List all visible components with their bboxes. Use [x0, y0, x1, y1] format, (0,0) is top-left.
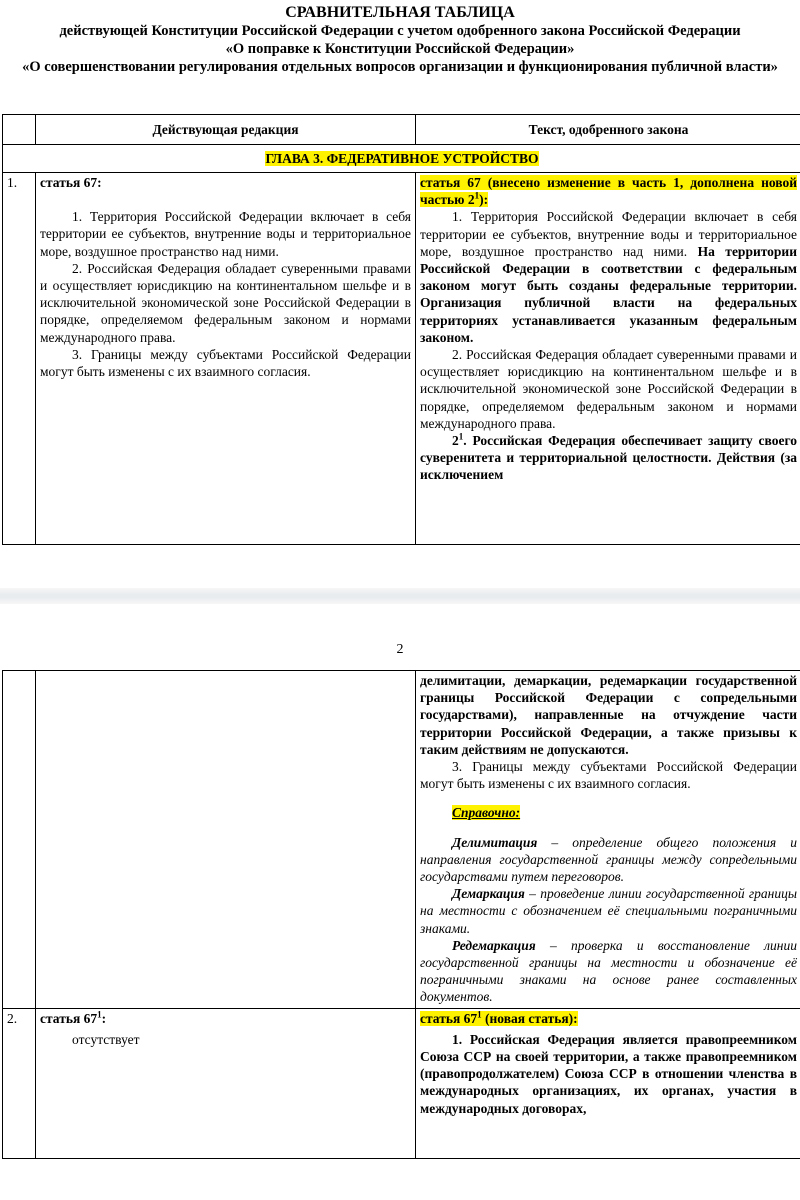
page-number: 2 [396, 642, 404, 657]
header-new-text: Текст, одобренного закона [416, 115, 800, 145]
new-text-cell [416, 1008, 800, 1158]
current-edition-cell [36, 1008, 416, 1158]
current-edition-cell [36, 173, 416, 545]
reference-redemarcation: Редемаркация – проверка и восстановление линии государственной границы на местности и обозначение её пограничными знаками на основе ранее составленных документов. [420, 937, 797, 1005]
document-title [0, 0, 800, 76]
article-heading-new: статья 67 (внесено изменение в часть 1, дополнена новой частью $2^1$): [420, 175, 797, 208]
reference-label: Справочно: [452, 805, 521, 821]
article-part-2: 2. Российская Федерация обладает суверенными правами и осуществляет юрисдикцию на континентальном шельфе и в исключительной экономической зоне Российской Федерации в порядке, определяемом федеральным законом и нормами международного права. [40, 260, 411, 345]
article-part-1-new: 1. Территория Российской Федерации включает в себя территории ее субъектов, внутренние воды и территориальное море, воздушное пространство над ними. На территории Российской Федерации в соответствии с федеральным законом могут быть созданы федеральные территории. Организация публичной власти на федеральных территориях устанавливается указанным федеральным законом. [420, 209, 797, 345]
table-row [3, 671, 800, 1009]
chapter-row [3, 145, 800, 173]
row-number-empty [3, 671, 36, 1009]
title-line-4: «О совершенствовании регулирования отдельных вопросов организации и функционирования публичной власти» [22, 59, 778, 75]
article-part-2-new: 2. Российская Федерация обладает суверенными правами и осуществляет юрисдикцию на континентальном шельфе и в исключительной экономической зоне Российской Федерации в порядке, определяемом федеральным законом и нормами международного права. [420, 347, 797, 431]
current-edition-cell-empty [36, 671, 416, 1009]
article-heading-new: статья $67^1$ (новая статья): [420, 1009, 578, 1026]
article-heading: статья $67^1$: [40, 1009, 107, 1026]
title-line-1: СРАВНИТЕЛЬНАЯ ТАБЛИЦА [285, 4, 515, 21]
article-part-1: 1. Территория Российской Федерации включает в себя территории ее субъектов, внутренние воды и территориальное море, воздушное пространство над ними. [40, 209, 411, 259]
comparison-table-page-1 [2, 114, 800, 545]
amendment-text: На территории Российской Федерации в соответствии с федеральным законом могут быть созданы федеральные территории. Организация публичной власти на федеральных территориях устанавливается указанным федеральным законом. [420, 243, 797, 345]
new-article-part-1: 1. Российская Федерация является правопреемником Союза ССР на своей территории, а также правопреемником (правопродолжателем) Союза ССР в отношении членства в международных организациях, их органах, участия в международных договорах, [420, 1031, 797, 1116]
comparison-table-page-2 [2, 670, 800, 1159]
article-heading: статья 67: [40, 175, 102, 190]
header-num-cell [3, 115, 36, 145]
title-line-3: «О поправке к Конституции Российской Федерации» [225, 41, 575, 57]
article-part-3: 3. Границы между субъектами Российской Федерации могут быть изменены с их взаимного согласия. [40, 346, 411, 380]
article-part-2-1-continued: делимитации, демаркации, редемаркации государственной границы Российской Федерации с сопредельными государствами), направленные на отчуждение части территории Российской Федерации, а также призывы к таким действиям не допускаются. [420, 673, 797, 757]
new-text-cell [416, 173, 800, 545]
page-separator [0, 588, 800, 604]
title-line-2: действующей Конституции Российской Федерации с учетом одобренного закона Российской Федерации [59, 23, 741, 39]
table-row [3, 173, 800, 545]
chapter-cell [3, 145, 800, 173]
table-row [3, 1008, 800, 1158]
reference-heading [420, 804, 797, 821]
document-page-2 [0, 604, 800, 1200]
row-number: 1. [3, 173, 36, 545]
document-page-1 [0, 0, 800, 588]
table-header-row [3, 115, 800, 145]
chapter-title: ГЛАВА 3. ФЕДЕРАТИВНОЕ УСТРОЙСТВО [265, 151, 539, 167]
absent-text: отсутствует [72, 1031, 140, 1047]
row-number: 2. [3, 1008, 36, 1158]
new-text-cell-continued [416, 671, 800, 1009]
reference-delimitation: Делимитация – определение общего положения и направления государственной границы между сопредельными государствами путем переговоров. [420, 834, 797, 885]
article-part-2-1-new: $2^1$. Российская Федерация обеспечивает защиту своего суверенитета и территориальной целостности. Действия (за исключением [420, 431, 797, 483]
reference-demarcation: Демаркация – проведение линии государственной границы на местности с обозначением её специальными пограничными знаками. [420, 886, 797, 936]
article-part-3-new: 3. Границы между субъектами Российской Федерации могут быть изменены с их взаимного согласия. [420, 759, 797, 792]
header-current-edition: Действующая редакция [36, 115, 416, 145]
